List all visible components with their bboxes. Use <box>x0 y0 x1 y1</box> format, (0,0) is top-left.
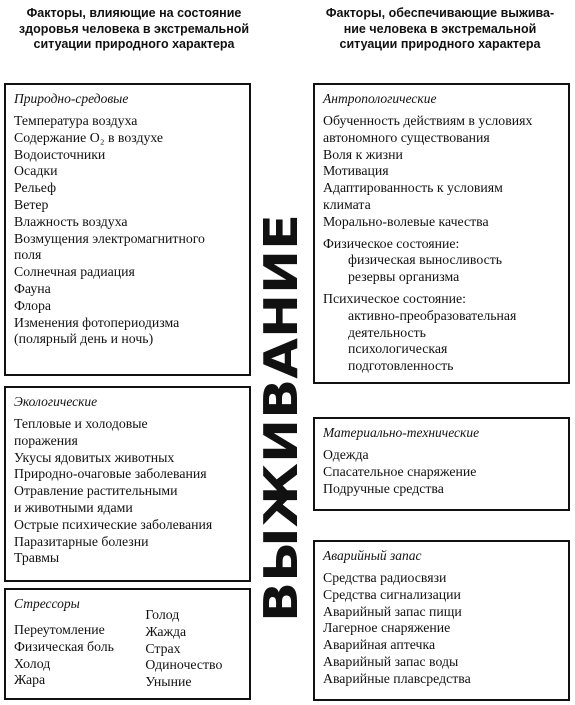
list-item: Воля к жизни <box>323 146 403 162</box>
list-item: Паразитарные болезни <box>14 533 149 549</box>
list-item: Водоисточники <box>14 146 106 162</box>
left-header-line: ситуации природного характера <box>33 37 235 51</box>
list-item: Обученность действиям в условиях <box>323 113 533 128</box>
natural-factors-box <box>4 83 251 376</box>
list-item: Аварийные плавсредства <box>323 670 471 686</box>
box-title: Материально-технические <box>323 425 480 440</box>
list-item: Голод <box>145 607 180 622</box>
list-item: Осадки <box>14 163 58 179</box>
list-item: Одиночество <box>145 657 223 673</box>
list-item: Лагерное снаряжение <box>323 620 451 636</box>
anthropological-factors-list <box>323 113 562 375</box>
list-item: Средства сигнализации <box>323 586 461 602</box>
right-header-line: ситуации природного характера <box>339 37 541 51</box>
list-item: Мотивация <box>323 163 389 179</box>
list-item: Аварийный запас воды <box>323 653 459 669</box>
right-header-line: ние человека в экстремальной <box>343 21 537 36</box>
list-item: Содержание O₂ в воздухе <box>14 129 164 145</box>
survival-word: ВЫЖИВАНИЕ <box>254 265 308 622</box>
list-item: Средства радиосвязи <box>323 570 447 585</box>
natural-factors-list <box>14 113 243 348</box>
list-item: Тепловые и холодовые <box>14 416 148 431</box>
list-item: Физическая боль <box>14 638 114 654</box>
list-item: Адаптированность к условиям <box>323 180 503 196</box>
stressors-list-2 <box>145 595 243 691</box>
list-item: Страх <box>145 640 181 656</box>
list-item: Жара <box>14 672 46 688</box>
list-item: климата <box>323 196 371 212</box>
list-item: поражения <box>14 432 78 448</box>
left-header-line: здоровья человека в экстремальной <box>18 21 250 36</box>
list-item: Отравление растительными <box>14 483 178 499</box>
material-technical-list <box>323 447 562 497</box>
emergency-reserve-list <box>323 570 562 688</box>
left-header-line: Факторы, влияющие на состояние <box>26 6 242 20</box>
box-title: Аварийный запас <box>323 548 422 563</box>
list-item: Возмущения электромагнитного <box>14 230 205 246</box>
stressors-column-2 <box>145 595 243 691</box>
anthropological-factors-box <box>313 83 570 384</box>
left-column-header <box>0 6 268 53</box>
list-item: (полярный день и ночь) <box>14 331 154 347</box>
list-item: Уныние <box>145 674 192 690</box>
list-item: Одежда <box>323 447 369 462</box>
list-item: Переутомление <box>14 622 105 637</box>
list-item: Морально-волевые качества <box>323 213 489 229</box>
list-item: Солнечная радиация <box>14 264 135 280</box>
list-item: физическая выносливость <box>348 252 503 268</box>
ecological-factors-list <box>14 416 243 567</box>
material-technical-box <box>313 417 570 511</box>
list-item: Укусы ядовитых животных <box>14 449 175 465</box>
box-title: Антропологические <box>323 91 437 106</box>
list-item: Температура воздуха <box>14 113 138 128</box>
list-item: Изменения фотопериодизма <box>14 314 180 330</box>
list-item: Холод <box>14 655 51 671</box>
list-item: подготовленность <box>348 358 454 374</box>
list-item: Аварийная аптечка <box>323 637 436 653</box>
list-item: Аварийный запас пищи <box>323 603 462 619</box>
box-title: Природно-средовые <box>14 91 129 106</box>
list-item: резервы организма <box>348 269 460 285</box>
list-item: Влажность воздуха <box>14 213 128 229</box>
list-item: Жажда <box>145 623 187 639</box>
list-item: психологическая <box>348 341 448 357</box>
list-item: Природно-очаговые заболевания <box>14 466 207 482</box>
list-item: Ветер <box>14 196 49 212</box>
stressors-list-1 <box>14 622 145 689</box>
list-item: Острые психические заболевания <box>14 516 213 532</box>
psych-state-heading: Психическое состояние: <box>323 290 466 306</box>
list-item: деятельность <box>348 324 426 340</box>
list-item: и животными ядами <box>14 499 133 515</box>
box-title: Экологические <box>14 394 98 409</box>
right-header-line: Факторы, обеспечивающие выжива- <box>325 6 555 20</box>
list-item: Спасательное снаряжение <box>323 463 477 479</box>
ecological-factors-box <box>4 386 251 582</box>
survival-vertical-label <box>253 208 313 628</box>
list-item: Фауна <box>14 280 51 296</box>
stressors-grid <box>14 595 243 691</box>
list-item: Подручные средства <box>323 480 444 496</box>
list-item: активно-преобразовательная <box>348 307 517 323</box>
list-item: поля <box>14 247 42 263</box>
physical-state-heading: Физическое состояние: <box>323 235 460 251</box>
list-item: Травмы <box>14 550 60 566</box>
stressors-box <box>4 588 251 700</box>
list-item: Флора <box>14 297 52 313</box>
box-title: Стрессоры <box>14 596 80 611</box>
list-item: Рельеф <box>14 180 57 196</box>
right-column-header <box>306 6 574 53</box>
emergency-reserve-box <box>313 540 570 701</box>
list-item: автономного существования <box>323 129 490 145</box>
stressors-column-1 <box>14 595 145 691</box>
